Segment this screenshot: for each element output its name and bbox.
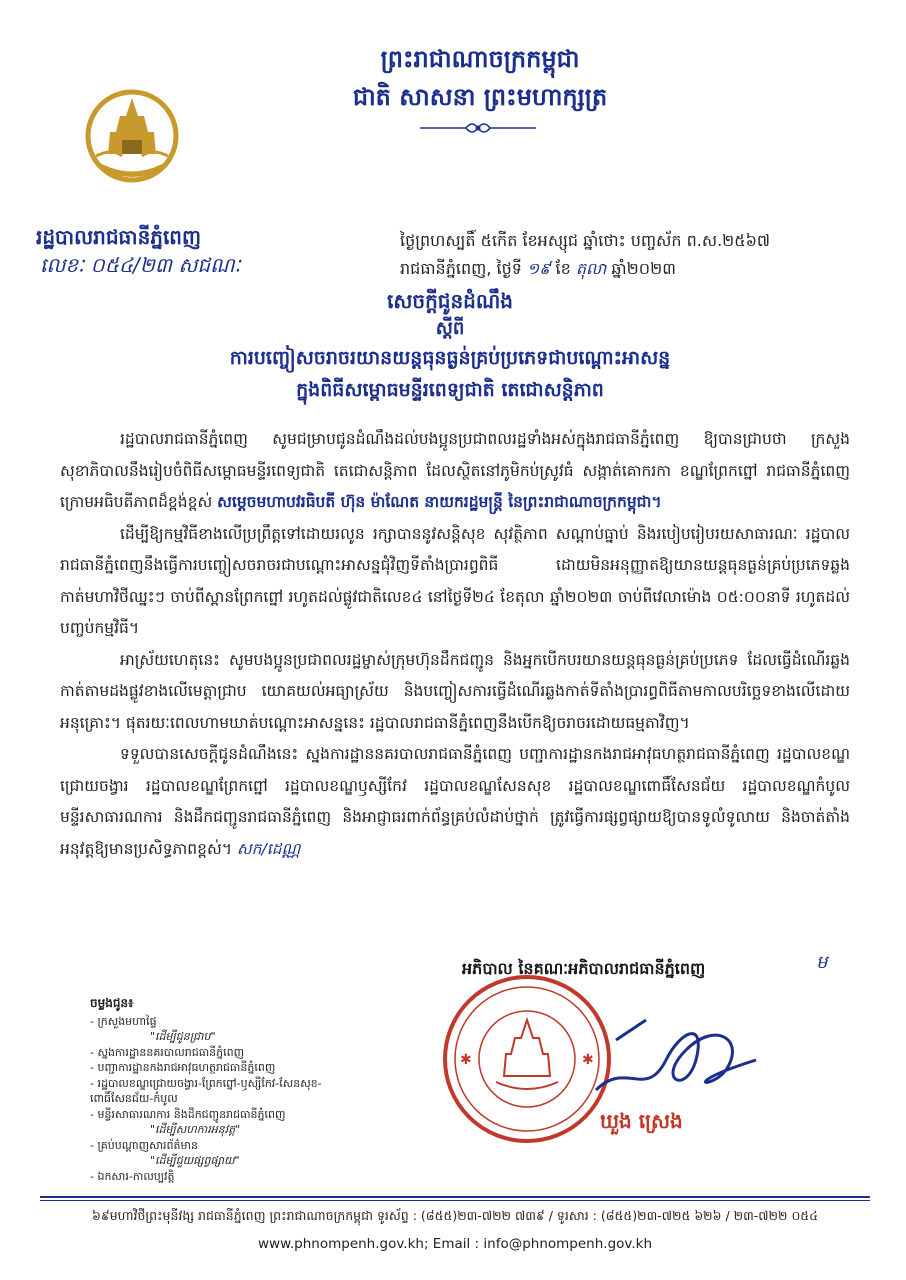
- cc-item: - មន្ទីរសាធារណការ និងដឹកជញ្ជូនរាជធានីភ្នំពេញ: [90, 1107, 286, 1121]
- footer-divider-thin: [40, 1200, 870, 1201]
- cc-item: - ស្នងការដ្ឋាននគរបាលរាជធានីភ្នំពេញ: [90, 1045, 245, 1059]
- phnom-penh-emblem-icon: [82, 84, 182, 194]
- cc-item: - ឯកសារ-កាលប្បវត្តិ: [90, 1169, 175, 1183]
- paragraph-1-text: រដ្ឋបាលរាជធានីភ្នំពេញ សូមជម្រាបជូនដំណឹងដល់បងប្អូនប្រជាពលរដ្ឋទាំងអស់ក្នុងរាជធានីភ្នំពេញ ឱ្យបានជ្រាបថា ក្រសួងសុខាភិបាលនឹងរៀបចំពិធីសម្ពោធមន្ទីរពេទ្យជាតិ តេជោសន្តិភាព ដែលស្ថិតនៅភូមិកប់ស្រូវធំ សង្កាត់គោករកា ខណ្ឌព្រែកព្នៅ រាជធានីភ្នំពេញ ក្រោមអធិបតីភាពដ៏ខ្ពង់ខ្ពស់: [60, 430, 850, 511]
- cc-purpose: "ដើម្បីជួយផ្សព្វផ្សាយ": [150, 1154, 240, 1167]
- notice-about: ស្តីពី: [435, 318, 465, 339]
- paragraph-4-text: ទទួលបានសេចក្តីជូនដំណឹងនេះ ស្នងការដ្ឋាននគរបាលរាជធានីភ្នំពេញ បញ្ជាការដ្ឋានកងរាជអាវុធហត្ថរាជធានីភ្នំពេញ រដ្ឋបាលខណ្ឌជ្រោយចង្វារ រដ្ឋបាលខណ្ឌព្រែកព្នៅ រដ្ឋបាលខណ្ឌឫស្សីកែវ រដ្ឋបាលខណ្ឌសែនសុខ រដ្ឋបាលខណ្ឌពោធិ៍សែនជ័យ រដ្ឋបាលខណ្ឌកំបូល មន្ទីរសាធារណការ និងដឹកជញ្ជូនរាជធានីភ្នំពេញ និងអាជ្ញាធរពាក់ព័ន្ធគ្រប់លំដាប់ថ្នាក់ ត្រូវធ្វើការផ្សព្វផ្សាយឱ្យបានទូលំទូលាយ និងចាត់តាំងអនុវត្តឱ្យមានប្រសិទ្ធភាពខ្ពស់។: [60, 745, 850, 858]
- svg-text:✱: ✱: [460, 1052, 472, 1068]
- date-year: ឆ្នាំ២០២៣: [611, 259, 676, 278]
- notice-subject-line1: ការបញ្ចៀសចរាចរយានយន្តធុនធ្ងន់គ្រប់ប្រភេទជាបណ្តោះអាសន្ន: [229, 347, 671, 369]
- national-motto: ជាតិ សាសនា ព្រះមហាក្សត្រ: [352, 83, 608, 111]
- notice-type: សេចក្តីជូនដំណឹង: [387, 289, 513, 313]
- cc-item: - គ្រប់បណ្តាញសារព័ត៌មាន: [90, 1138, 198, 1152]
- cc-item: - បញ្ជាការដ្ឋានកងរាជអាវុធហត្ថរាជធានីភ្នំពេញ: [90, 1061, 276, 1074]
- signatory-name: ឃួង ស្រេង: [600, 1109, 683, 1133]
- paragraph-3: អាស្រ័យហេតុនេះ សូមបងប្អូនប្រជាពលរដ្ឋម្ចាស់ក្រុមហ៊ុនដឹកជញ្ជូន និងអ្នកបើកបរយានយន្តធុនធ្ងន់គ្រប់ប្រភេទ ដែលធ្វើដំណើរឆ្លងកាត់តាមដងផ្លូវខាងលើមេត្តាជ្រាប យោគយល់អធ្យាស្រ័យ និងបញ្ចៀសការធ្វើដំណើរឆ្លងកាត់ទីតាំងប្រារព្ធពិធីតាមកាលបរិច្ឆេទខាងលើដោយអនុគ្រោះ។ ផុតរយៈពេលហាមឃាត់បណ្តោះអាសន្ននេះ រដ្ឋបាលរាជធានីភ្នំពេញនឹងបើកឱ្យចរាចរដោយធម្មតាវិញ។: [60, 650, 850, 732]
- reference-number: លេខៈ ០៥៤/២៣ សជណៈ: [40, 253, 241, 277]
- cc-purpose: "ដើម្បីសហការអនុវត្ត": [150, 1123, 241, 1136]
- signatory-mark: ម: [816, 952, 828, 973]
- date-day: ១៩: [526, 259, 551, 278]
- notice-subject-line2: ក្នុងពិធីសម្ពោធមន្ទីរពេទ្យជាតិ តេជោសន្តិភាព: [296, 379, 604, 401]
- cc-purpose: "ដើម្បីជូនជ្រាប": [150, 1030, 216, 1043]
- cc-item: - ក្រសួងមហាផ្ទៃ: [90, 1014, 157, 1028]
- solar-date: [400, 258, 676, 282]
- date-place: រាជធានីភ្នំពេញ, ថ្ងៃទី: [400, 259, 522, 278]
- cc-item: - រដ្ឋបាលខណ្ឌជ្រោយចង្វារ-ព្រែកព្នៅ-ឫស្សីកែវ-សែនសុខ-ពោធិ៍សែនជ័យ-កំបូល: [90, 1076, 322, 1105]
- ornament-icon: [418, 118, 538, 138]
- notice-body: [60, 424, 850, 865]
- kingdom-title: ព្រះរាជាណាចក្រកម្ពុជា: [380, 45, 580, 73]
- paragraph-1: [60, 424, 850, 519]
- footer-address: ៦៩មហាវិថីព្រះមុនីវង្ស រាជធានីភ្នំពេញ ព្រះរាជាណាចក្រកម្ពុជា ទូរស័ព្ទ : (៨៥៥)២៣-៧២២ ៧៣៩ / ទូរសារ : (៨៥៥)២៣-៧២៥ ៦២៦ / ២៣-៧២២ ០៥៤: [92, 1208, 818, 1223]
- paragraph-2: ដើម្បីឱ្យកម្មវិធីខាងលើប្រព្រឹត្តទៅដោយរលូន រក្សាបាននូវសន្តិសុខ សុវត្ថិភាព សណ្តាប់ធ្នាប់ និងរបៀបរៀបរយសាធារណៈ រដ្ឋបាលរាជធានីភ្នំពេញនឹងធ្វើការបញ្ចៀសចរាចរជាបណ្តោះអាសន្នជុំវិញទីតាំងប្រារព្ធពិធី ដោយមិនអនុញ្ញាតឱ្យយានយន្តធុនធ្ងន់គ្រប់ប្រភេទឆ្លងកាត់មហាវិថីឈ្នះៗ ចាប់ពីស្ពានព្រែកព្នៅ រហូតដល់ផ្លូវជាតិលេខ៤ នៅថ្ងៃទី២៤ ខែតុលា ឆ្នាំ២០២៣ ចាប់ពីវេលាម៉ោង ០៥:០០នាទី រហូតដល់បញ្ចប់កម្មវិធី។: [60, 524, 850, 637]
- date-month-prefix: ខែ: [555, 259, 571, 278]
- cc-list: [90, 996, 350, 1184]
- signatory-title: អភិបាល នៃគណៈអភិបាលរាជធានីភ្នំពេញ: [462, 959, 706, 978]
- notice-title: [60, 286, 840, 406]
- date-month: តុលា: [575, 259, 607, 278]
- handwritten-signature-icon: [586, 1000, 766, 1120]
- footer-divider: [40, 1196, 870, 1198]
- footer-contact: www.phnompenh.gov.kh; Email : info@phnompenh.gov.kh: [257, 1236, 653, 1252]
- svg-text:✱: ✱: [582, 1052, 594, 1068]
- lunar-date: ថ្ងៃព្រហស្បតិ៍ ៥កើត ខែអស្សុជ ឆ្នាំថោះ បញ្ចស័ក ព.ស.២៥៦៧: [400, 231, 771, 250]
- kingdom-header: [300, 40, 660, 116]
- initials: សក/ដេណ្ណ: [236, 839, 301, 858]
- paragraph-4: [60, 739, 850, 865]
- issuer-name: រដ្ឋបាលរាជធានីភ្នំពេញ: [36, 225, 202, 249]
- cc-heading: ចម្លងជូន៖: [90, 996, 134, 1010]
- dignitary-name: សម្តេចមហាបវរធិបតី ហ៊ុន ម៉ាណែត នាយករដ្ឋមន្ត្រី នៃព្រះរាជាណាចក្រកម្ពុជា។: [217, 493, 662, 511]
